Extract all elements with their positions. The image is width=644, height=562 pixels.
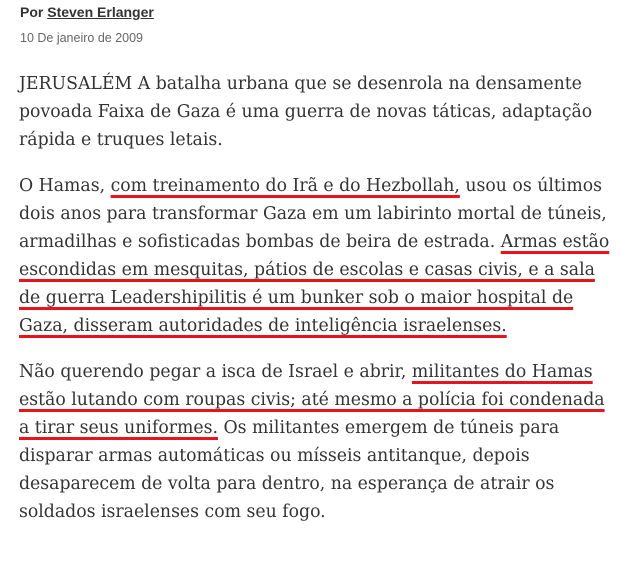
text-line	[19, 470, 639, 498]
text-line	[19, 498, 639, 526]
text-segment: Não querendo pegar a isca de Israel e abrir,	[19, 362, 412, 382]
publish-date: 10 De janeiro de 2009	[20, 31, 144, 45]
text-segment: dois anos para transformar Gaza em um labirinto mortal de túneis,	[19, 204, 607, 224]
text-line	[19, 98, 639, 126]
text-line	[19, 312, 639, 340]
highlighted-text: com treinamento do Irã e do Hezbollah,	[110, 176, 460, 196]
text-segment: soldados israelenses com seu fogo.	[19, 502, 326, 522]
text-segment: rápida e truques letais.	[19, 130, 223, 150]
text-line	[19, 200, 639, 228]
highlighted-text: estão lutando com roupas civis; até mesmo a polícia foi condenada	[19, 390, 605, 410]
text-segment: disparar armas automáticas ou mísseis antitanque, depois	[19, 446, 530, 466]
text-segment: usou os últimos	[459, 176, 602, 196]
highlighted-text: a tirar seus uniformes.	[19, 418, 218, 438]
text-line	[19, 172, 639, 200]
text-segment: povoada Faixa de Gaza é uma guerra de novas táticas, adaptação	[19, 102, 593, 122]
text-segment: O Hamas,	[19, 176, 111, 196]
text-line	[19, 358, 639, 386]
article-paragraph	[19, 358, 639, 526]
highlighted-text: escondidas em mesquitas, pátios de escolas e casas civis, e a sala	[19, 260, 595, 280]
article-body	[19, 70, 639, 544]
author-link[interactable]: Steven Erlanger	[47, 4, 154, 20]
text-line	[19, 126, 639, 154]
byline-prefix: Por	[20, 4, 44, 20]
text-segment: desaparecem de volta para dentro, na esperança de atrair os	[19, 474, 555, 494]
text-line	[19, 70, 639, 98]
highlighted-text: de guerra Leadershipilitis é um bunker sob o maior hospital de	[19, 288, 574, 308]
highlighted-text: Gaza, disseram autoridades de inteligência israelenses.	[19, 316, 507, 336]
highlighted-text: Armas estão	[500, 232, 610, 252]
text-segment: JERUSALÉM A batalha urbana que se desenrola na densamente	[19, 74, 582, 94]
text-segment: Os militantes emergem de túneis para	[218, 418, 560, 438]
highlighted-text: militantes do Hamas	[411, 362, 593, 382]
text-line	[19, 256, 639, 284]
text-line	[19, 414, 639, 442]
text-segment: armadilhas e sofisticadas bombas de beira de estrada.	[19, 232, 501, 252]
byline	[20, 4, 154, 20]
article-paragraph	[19, 70, 639, 154]
text-line	[19, 442, 639, 470]
text-line	[19, 228, 639, 256]
article-paragraph	[19, 172, 639, 340]
text-line	[19, 386, 639, 414]
text-line	[19, 284, 639, 312]
